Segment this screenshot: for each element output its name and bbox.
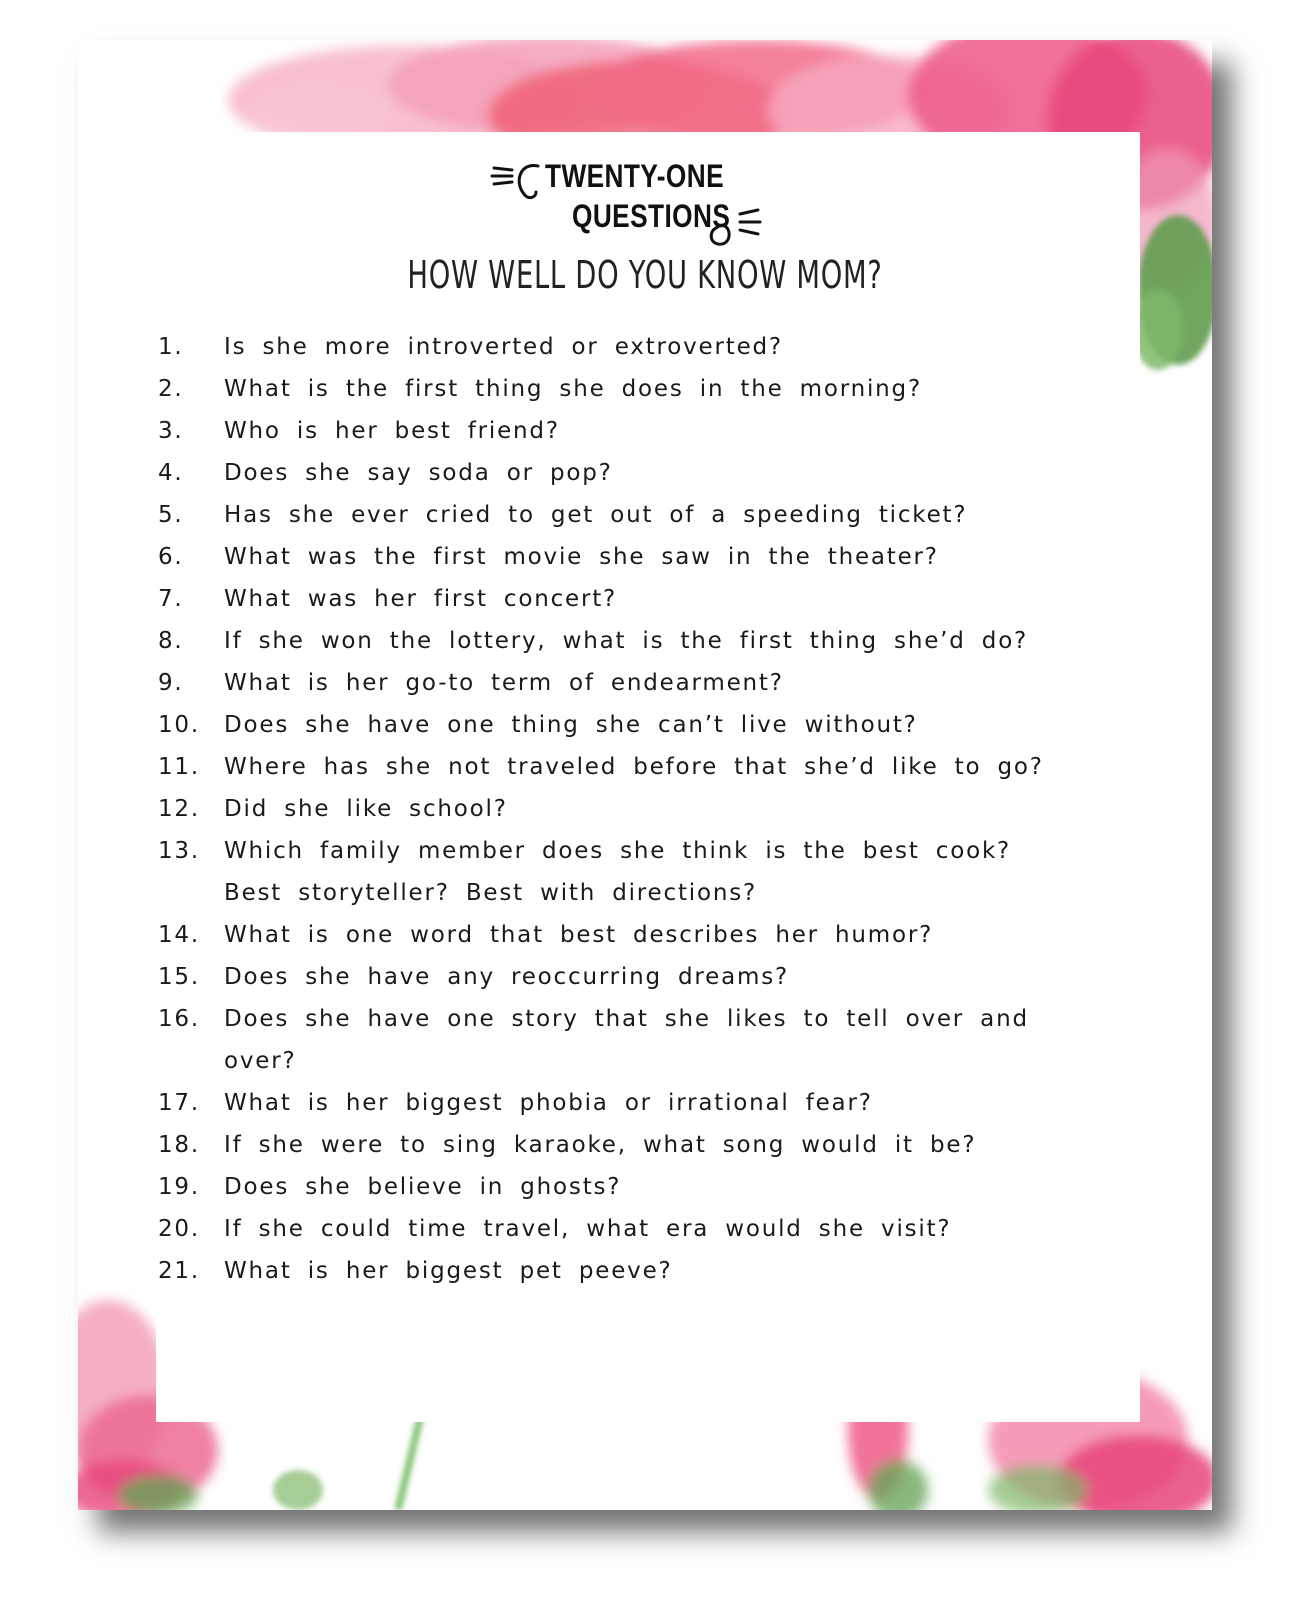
question-text: Has she ever cried to get out of a speeding ticket? [224,502,968,528]
question-number: 5. [158,502,184,528]
question-number: 13. [158,838,200,864]
question-number: 7. [158,586,184,612]
list-item [158,1082,1078,1124]
list-item [158,494,1078,536]
question-text: If she could time travel, what era would she visit? [224,1216,952,1242]
question-number: 3. [158,418,184,444]
question-text: Does she have one story that she likes to tell over and over? [224,1006,1029,1074]
question-number: 16. [158,1006,200,1032]
title-line-2: QUESTIONS [572,198,731,234]
list-item [158,410,1078,452]
list-item [158,620,1078,662]
question-text: Does she say soda or pop? [224,460,613,486]
question-text: What was the first movie she saw in the theater? [224,544,939,570]
list-item [158,704,1078,746]
question-number: 4. [158,460,184,486]
question-text: Which family member does she think is the best cook? Best storyteller? Best with directions? [224,838,1012,906]
question-number: 11. [158,754,200,780]
printable-page [78,40,1212,1510]
question-number: 1. [158,334,184,360]
question-text: What is the first thing she does in the morning? [224,376,922,402]
question-text: Is she more introverted or extroverted? [224,334,783,360]
question-number: 9. [158,670,184,696]
list-item [158,1166,1078,1208]
list-item [158,662,1078,704]
question-number: 21. [158,1258,200,1284]
question-number: 2. [158,376,184,402]
question-text: Who is her best friend? [224,418,560,444]
list-item [158,452,1078,494]
question-text: What was her first concert? [224,586,618,612]
list-item [158,788,1078,830]
subtitle: HOW WELL DO YOU KNOW MOM? [407,253,883,297]
list-item [158,536,1078,578]
question-text: Where has she not traveled before that she’d like to go? [224,754,1044,780]
list-item [158,578,1078,620]
list-item [158,746,1078,788]
question-text: If she won the lottery, what is the first thing she’d do? [224,628,1029,654]
question-number: 17. [158,1090,200,1116]
list-item [158,956,1078,998]
title-line-1: TWENTY-ONE [545,158,725,194]
question-text: What is her go-to term of endearment? [224,670,784,696]
list-item [158,1208,1078,1250]
question-number: 19. [158,1174,200,1200]
list-item [158,368,1078,410]
question-text: What is one word that best describes her humor? [224,922,934,948]
question-text: What is her biggest pet peeve? [224,1258,673,1284]
list-item [158,326,1078,368]
list-item [158,914,1078,956]
question-number: 15. [158,964,200,990]
question-text: Did she like school? [224,796,508,822]
question-number: 10. [158,712,200,738]
list-item [158,830,1078,914]
question-text: What is her biggest phobia or irrational fear? [224,1090,873,1116]
question-number: 6. [158,544,184,570]
list-item [158,998,1078,1082]
list-item [158,1250,1078,1292]
question-list [158,326,1078,1292]
question-number: 14. [158,922,200,948]
question-number: 20. [158,1216,200,1242]
question-text: Does she believe in ghosts? [224,1174,622,1200]
question-number: 18. [158,1132,200,1158]
question-number: 8. [158,628,184,654]
question-number: 12. [158,796,200,822]
question-text: If she were to sing karaoke, what song would it be? [224,1132,977,1158]
question-text: Does she have any reoccurring dreams? [224,964,790,990]
list-item [158,1124,1078,1166]
question-text: Does she have one thing she can’t live without? [224,712,918,738]
